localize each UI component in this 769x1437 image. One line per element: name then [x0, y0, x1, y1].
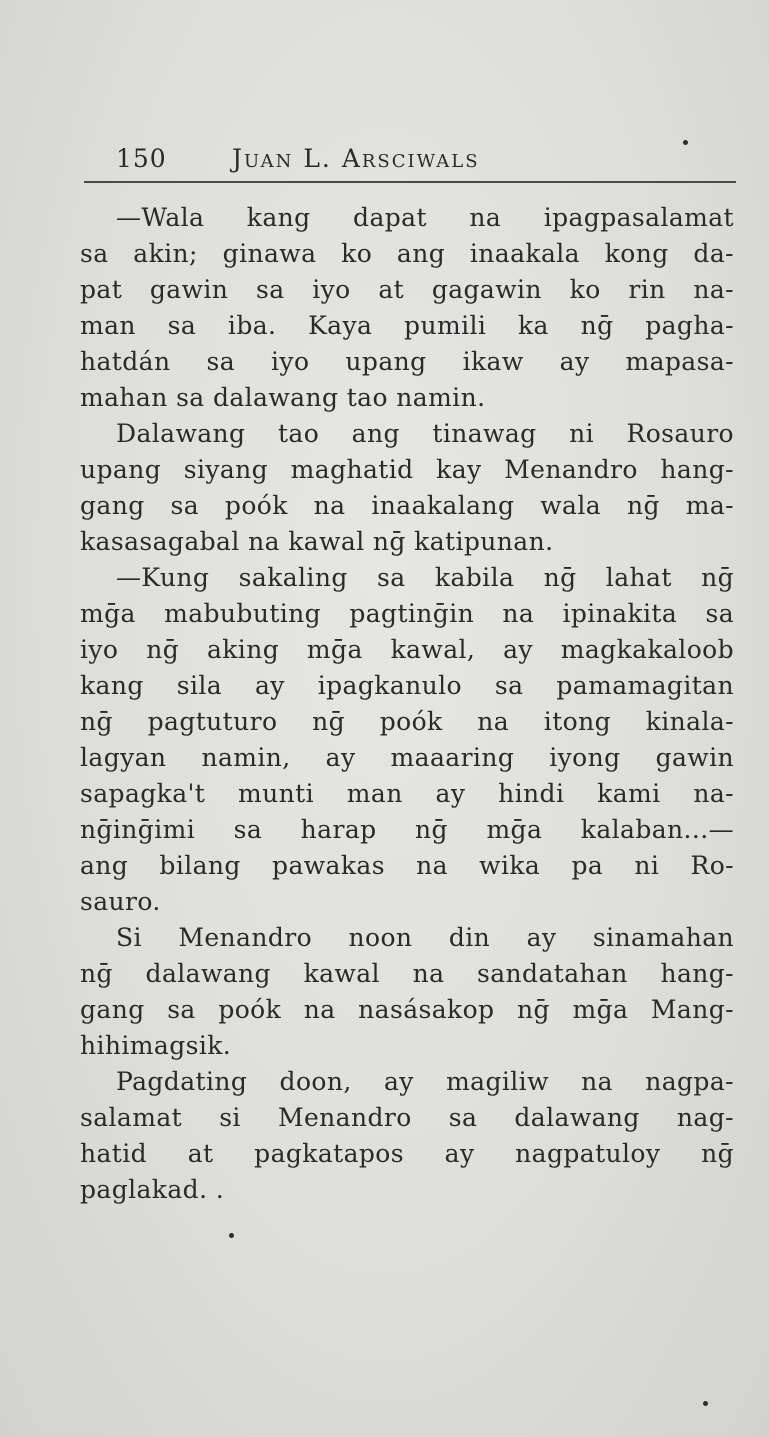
page-number: 150: [116, 144, 167, 173]
text-line: man sa iba. Kaya pumili ka nḡ pagha-: [80, 311, 734, 340]
text-line: lagyan namin, ay maaaring iyong gawin: [80, 743, 734, 772]
paragraph: [80, 1064, 734, 1208]
paragraph: [80, 200, 734, 416]
text-line: Pagdating doon, ay magiliw na nagpa-: [116, 1067, 734, 1096]
text-line: salamat si Menandro sa dalawang nag-: [80, 1103, 734, 1132]
text-line: Dalawang tao ang tinawag ni Rosauro: [116, 419, 734, 448]
text-line: gang sa poók na nasásakop nḡ mḡa Mang-: [80, 995, 734, 1024]
text-line: nḡinḡimi sa harap nḡ mḡa kalaban...—: [80, 815, 734, 844]
ink-speck: [229, 1233, 234, 1238]
text-line: iyo nḡ aking mḡa kawal, ay magkakaloob: [80, 635, 734, 664]
text-line: ang bilang pawakas na wika pa ni Ro-: [80, 851, 734, 880]
body-text: [80, 200, 734, 1208]
paragraph: [80, 560, 734, 920]
text-line: nḡ dalawang kawal na sandatahan hang-: [80, 959, 734, 988]
ink-speck: [683, 140, 688, 145]
text-line: mḡa mabubuting pagtinḡin na ipinakita sa: [80, 599, 734, 628]
text-line: sauro.: [80, 887, 161, 916]
text-line: nḡ pagtuturo nḡ poók na itong kinala-: [80, 707, 734, 736]
text-line: sa akin; ginawa ko ang inaakala kong da-: [80, 239, 734, 268]
text-line: —Kung sakaling sa kabila nḡ lahat nḡ: [116, 563, 734, 592]
text-line: sapagka't munti man ay hindi kami na-: [80, 779, 734, 808]
text-line: kang sila ay ipagkanulo sa pamamagitan: [80, 671, 734, 700]
running-head: Juan L. Arsciwals: [232, 144, 480, 173]
ink-speck: [703, 1401, 708, 1406]
text-line: upang siyang maghatid kay Menandro hang-: [80, 455, 734, 484]
header-rule: [84, 181, 736, 183]
paragraph: [80, 416, 734, 560]
text-line: pat gawin sa iyo at gagawin ko rin na-: [80, 275, 734, 304]
text-line: gang sa poók na inaakalang wala nḡ ma-: [80, 491, 734, 520]
text-line: paglakad. .: [80, 1175, 225, 1204]
text-line: mahan sa dalawang tao namin.: [80, 383, 486, 412]
text-line: hatdán sa iyo upang ikaw ay mapasa-: [80, 347, 734, 376]
text-line: hatid at pagkatapos ay nagpatuloy nḡ: [80, 1139, 734, 1168]
text-line: kasasagabal na kawal nḡ katipunan.: [80, 527, 554, 556]
text-line: —Wala kang dapat na ipagpasalamat: [116, 203, 734, 232]
text-line: hihimagsik.: [80, 1031, 232, 1060]
paragraph: [80, 920, 734, 1064]
page-header: [112, 140, 732, 180]
text-line: Si Menandro noon din ay sinamahan: [116, 923, 734, 952]
